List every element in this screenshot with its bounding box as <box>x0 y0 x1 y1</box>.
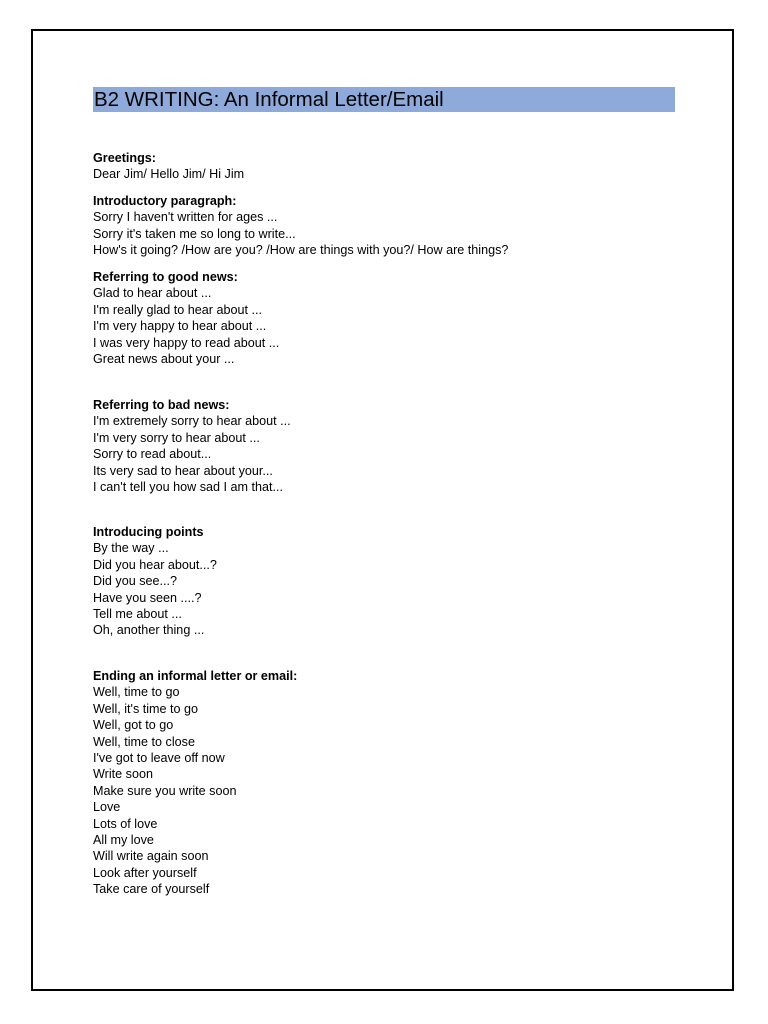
phrase-line: I can't tell you how sad I am that... <box>93 480 284 495</box>
section-heading: Introductory paragraph: <box>93 194 237 208</box>
phrase-line: Its very sad to hear about your... <box>93 463 273 478</box>
section-ending <box>93 668 297 898</box>
phrase-line: Will write again soon <box>93 849 209 864</box>
page-title: B2 WRITING: An Informal Letter/Email <box>94 88 444 111</box>
phrase-line: Sorry it's taken me so long to write... <box>93 226 296 241</box>
section-introductory-paragraph <box>93 193 508 259</box>
phrase-line: Look after yourself <box>93 865 197 880</box>
phrase-line: I've got to leave off now <box>93 751 225 766</box>
phrase-line: Great news about your ... <box>93 352 235 367</box>
phrase-line: Take care of yourself <box>93 882 210 897</box>
phrase-line: Sorry to read about... <box>93 447 212 462</box>
section-heading: Greetings: <box>93 151 156 165</box>
phrase-line: I'm very happy to hear about ... <box>93 319 267 334</box>
section-heading: Introducing points <box>93 525 204 539</box>
phrase-line: I'm really glad to hear about ... <box>93 302 263 317</box>
section-heading: Referring to good news: <box>93 270 238 284</box>
phrase-line: Love <box>93 800 121 815</box>
phrase-line: All my love <box>93 833 154 848</box>
phrase-line: Glad to hear about ... <box>93 286 212 301</box>
phrase-line: Sorry I haven't written for ages ... <box>93 210 278 225</box>
phrase-line: Did you hear about...? <box>93 557 217 572</box>
phrase-line: Oh, another thing ... <box>93 623 205 638</box>
phrase-line: Well, got to go <box>93 718 174 733</box>
phrase-line: Well, time to close <box>93 734 195 749</box>
phrase-line: Tell me about ... <box>93 607 182 622</box>
phrase-line: Have you seen ....? <box>93 590 202 605</box>
section-greetings <box>93 150 244 183</box>
phrase-line: Well, it's time to go <box>93 701 199 716</box>
phrase-line: Make sure you write soon <box>93 783 237 798</box>
phrase-line: By the way ... <box>93 541 169 556</box>
phrase-line: How's it going? /How are you? /How are things with you?/ How are things? <box>93 243 509 258</box>
phrase-line: Write soon <box>93 767 153 782</box>
phrase-line: I'm extremely sorry to hear about ... <box>93 414 291 429</box>
phrase-line: I'm very sorry to hear about ... <box>93 430 260 445</box>
section-good-news <box>93 269 279 367</box>
phrase-line: Well, time to go <box>93 685 180 700</box>
section-heading: Ending an informal letter or email: <box>93 669 298 683</box>
phrase-line: I was very happy to read about ... <box>93 335 280 350</box>
section-bad-news <box>93 397 291 495</box>
phrase-line: Did you see...? <box>93 574 178 589</box>
title-highlight <box>93 87 675 112</box>
phrase-line: Lots of love <box>93 816 158 831</box>
section-heading: Referring to bad news: <box>93 398 230 412</box>
phrase-line: Dear Jim/ Hello Jim/ Hi Jim <box>93 167 245 182</box>
section-introducing-points <box>93 524 217 639</box>
